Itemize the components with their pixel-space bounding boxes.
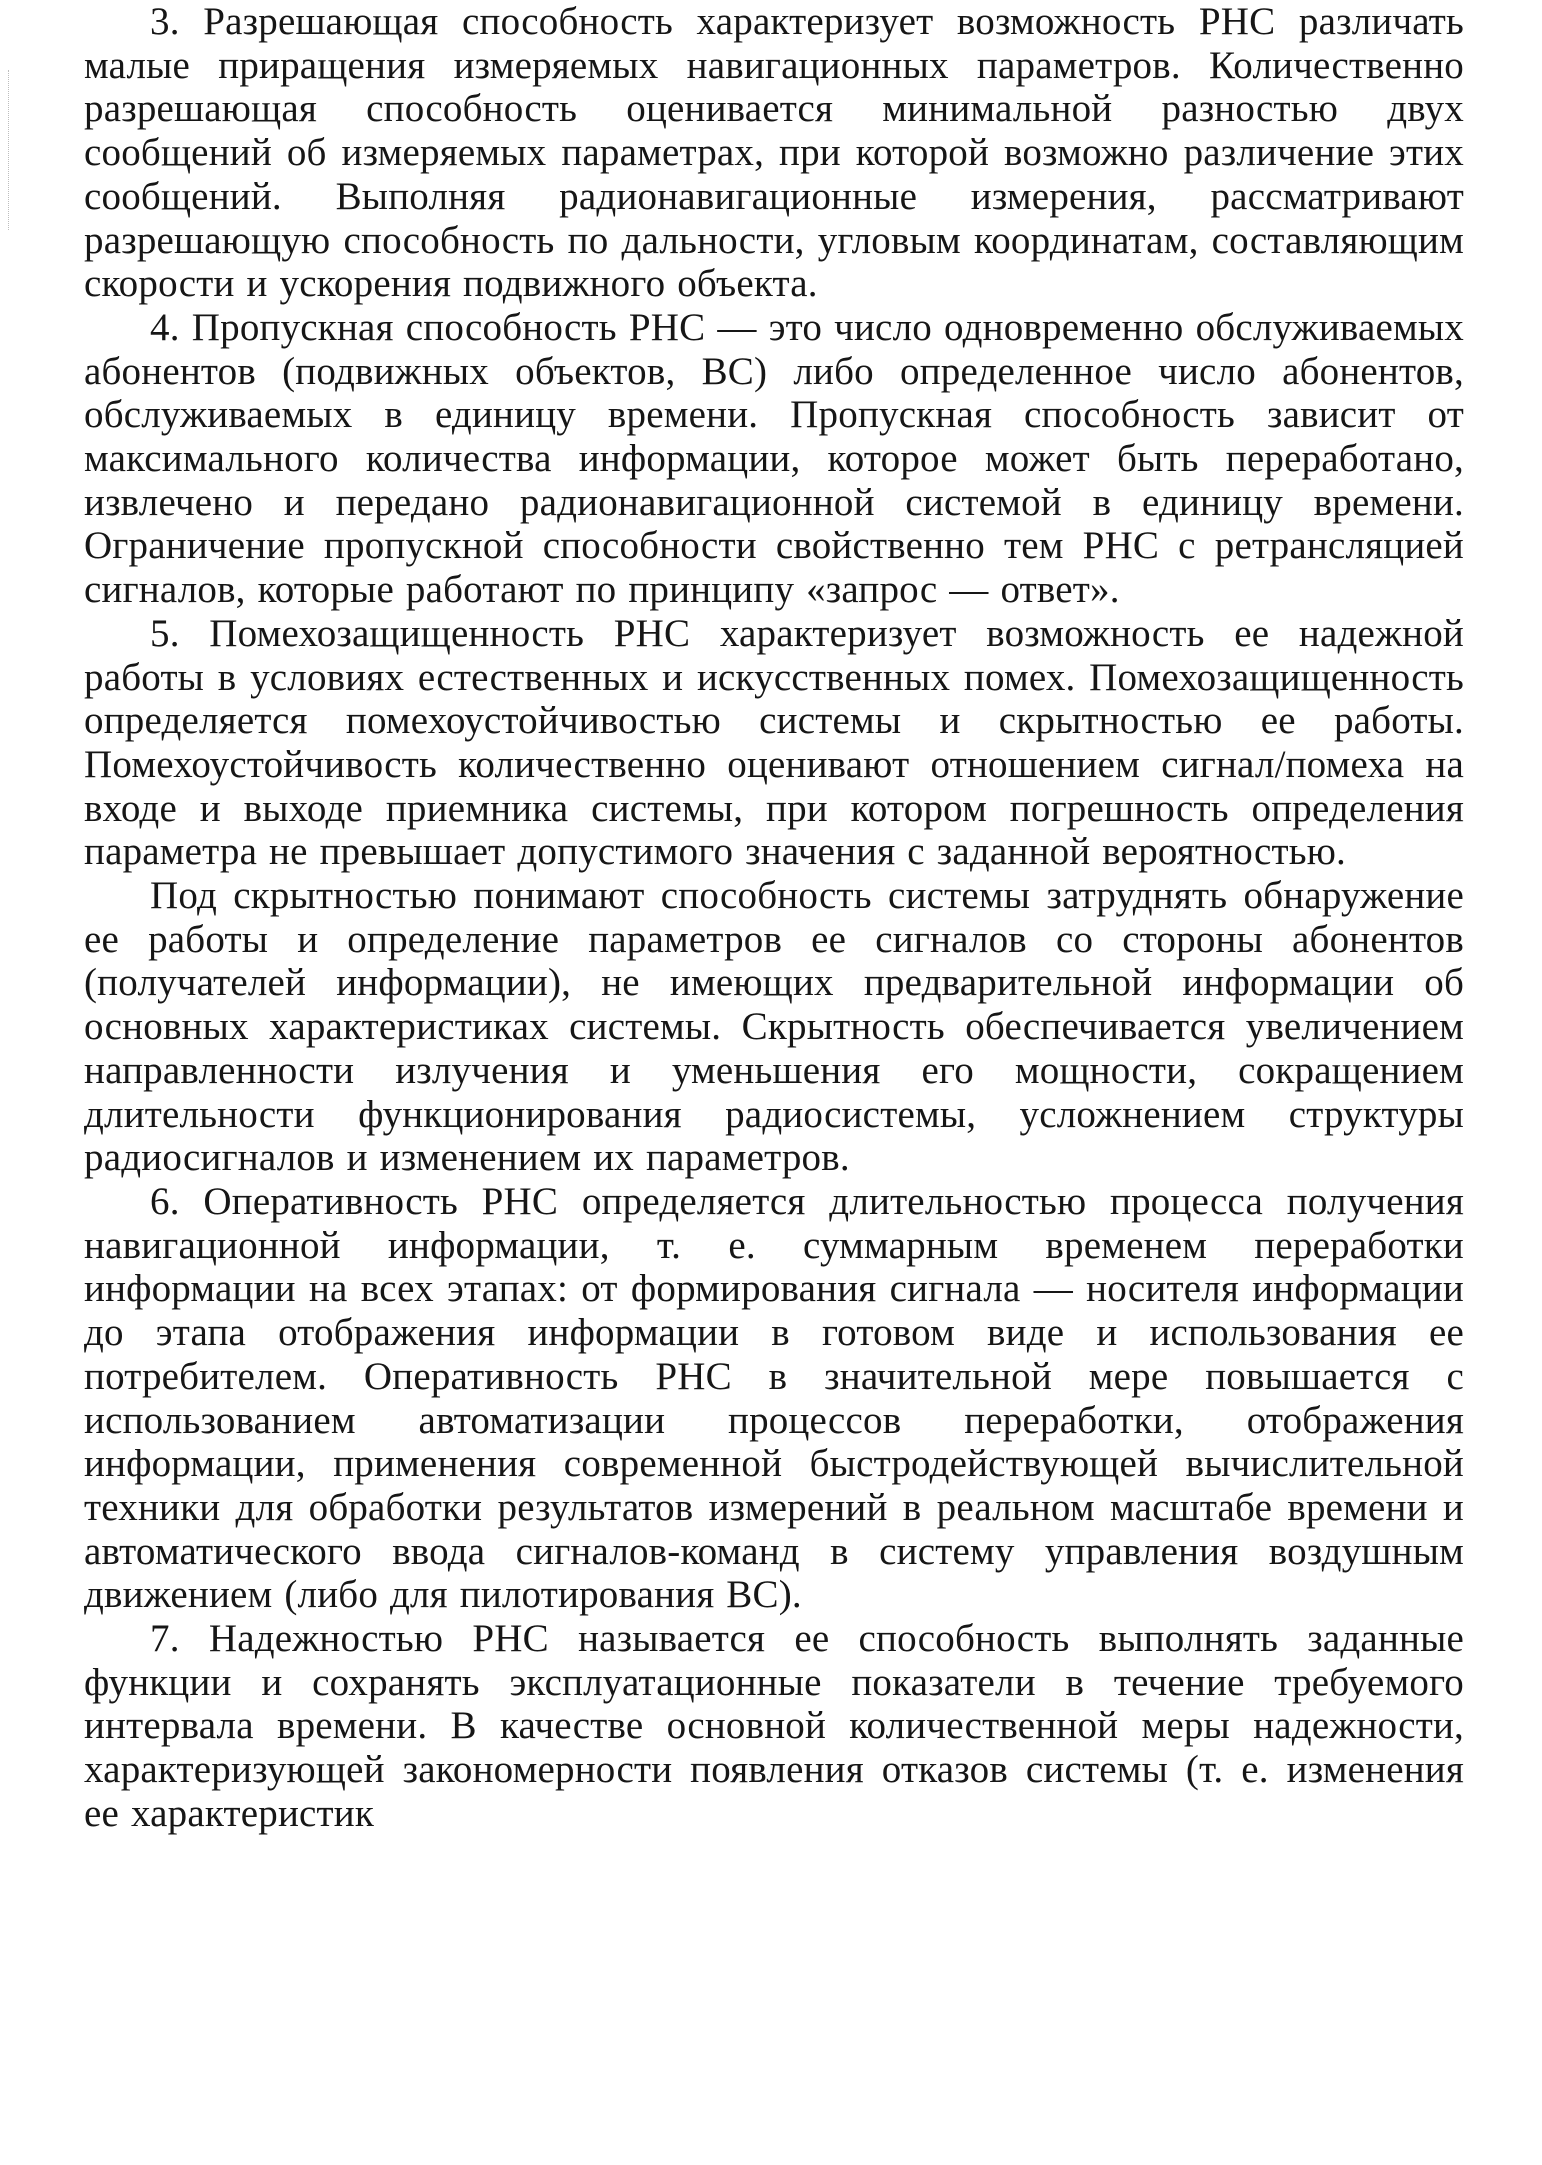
paragraph-noise-immunity: 5. Помехозащищенность РНС характеризует возможность ее надежной работы в условиях естественных и искусственных помех. Помехозащищенность определяется помехоустойчивостью системы и скрытностью ее работы. Помехоустойчивость количественно оценивают отношением сигнал/помеха на входе и выходе приемника системы, при котором погрешность определения параметра не превышает допустимого значения с заданной вероятностью. xyxy=(84,611,1464,874)
document-page xyxy=(84,0,1464,1836)
paragraph-responsiveness: 6. Оперативность РНС определяется длительностью процесса получения навигационной информации, т. е. суммарным временем переработки информации на всех этапах: от формирования сигнала — носителя информации до этапа отображения информации в готовом виде и использования ее потребителем. Оперативность РНС в значительной мере повышается с использованием автоматизации процессов переработки, отображения информации, применения современной быстродействующей вычислительной техники для обработки результатов измерений в реальном масштабе времени и автоматического ввода сигналов-команд в систему управления воздушным движением (либо для пилотирования ВС). xyxy=(84,1179,1464,1617)
paragraph-stealth: Под скрытностью понимают способность системы затруднять обнаружение ее работы и определение параметров ее сигналов со стороны абонентов (получателей информации), не имеющих предварительной информации об основных характеристиках системы. Скрытность обеспечивается увеличением направленности излучения и уменьшения его мощности, сокращением длительности функционирования радиосистемы, усложнением структуры радиосигналов и изменением их параметров. xyxy=(84,874,1464,1180)
paragraph-throughput: 4. Пропускная способность РНС — это число одновременно обслуживаемых абонентов (подвижных объектов, ВС) либо определенное число абонентов, обслуживаемых в единицу времени. Пропускная способность зависит от максимального количества информации, которое может быть переработано, извлечено и передано радионавигационной системой в единицу времени. Ограничение пропускной способности свойственно тем РНС с ретрансляцией сигналов, которые работают по принципу «запрос — ответ». xyxy=(84,305,1464,612)
scan-margin-marks xyxy=(8,70,13,230)
paragraph-reliability: 7. Надежностью РНС называется ее способность выполнять заданные функции и сохранять эксплуатационные показатели в течение требуемого интервала времени. В качестве основной количественной меры надежности, характеризующей закономерности появления отказов системы (т. е. изменения ее характеристик xyxy=(84,1617,1464,1835)
paragraph-resolution: 3. Разрешающая способность характеризует возможность РНС различать малые приращения измеряемых навигационных параметров. Количественно разрешающая способность оценивается минимальной разностью двух сообщений об измеряемых параметрах, при которой возможно различение этих сообщений. Выполняя радионавигационные измерения, рассматривают разрешающую способность по дальности, угловым координатам, составляющим скорости и ускорения подвижного объекта. xyxy=(84,0,1464,306)
